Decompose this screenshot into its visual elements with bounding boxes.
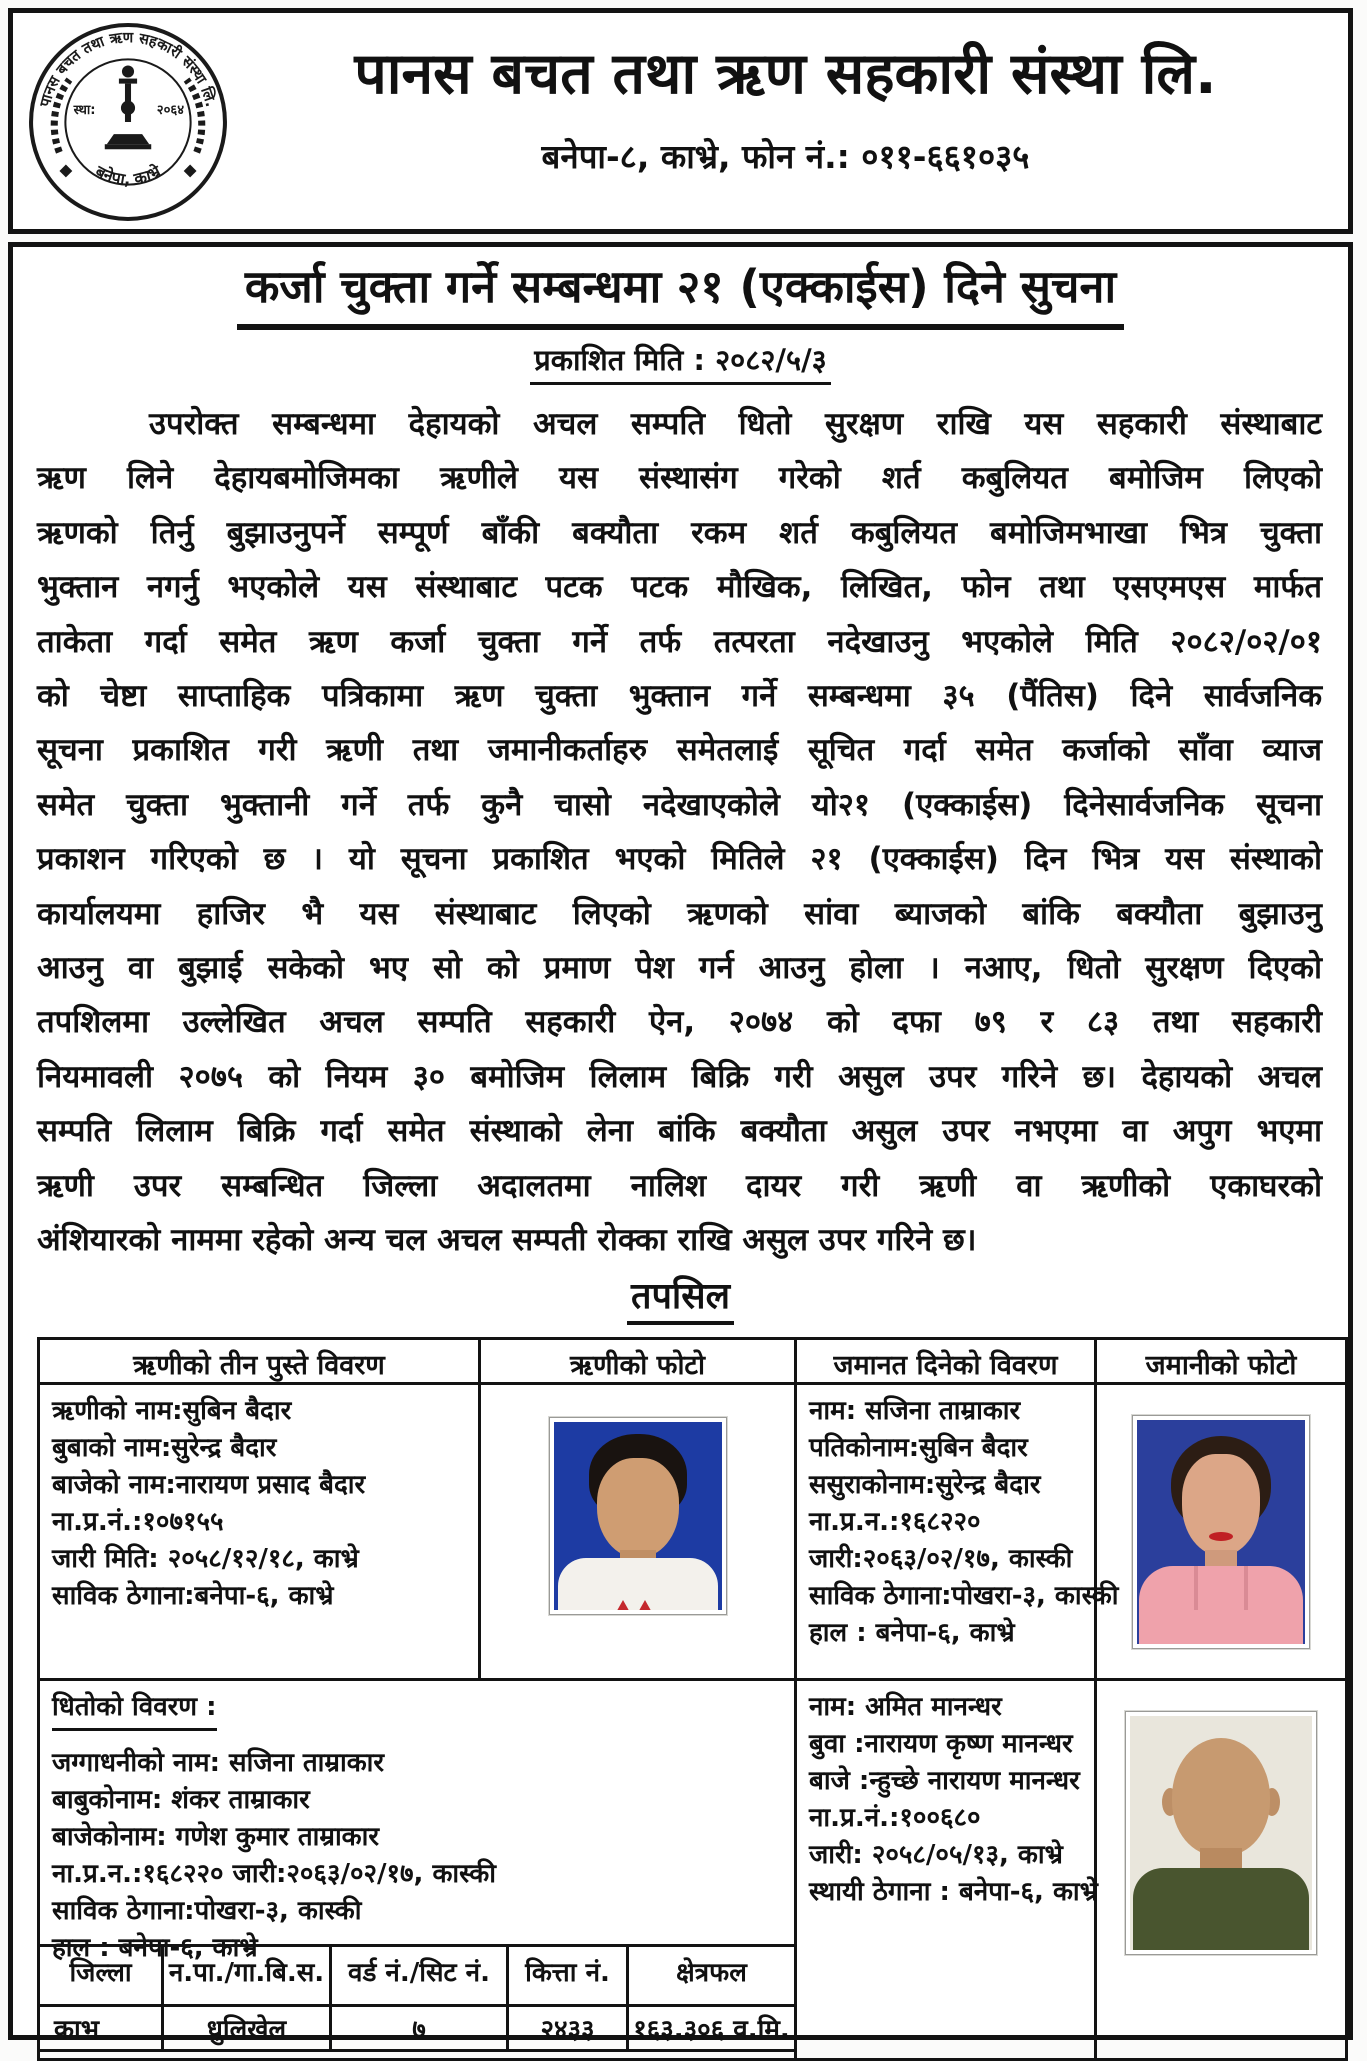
details-heading-text: तपसिल <box>627 1270 734 1325</box>
land-header-district: जिल्ला <box>40 1947 164 2007</box>
seal-established-year: २०६४ <box>156 102 185 118</box>
text-line: अंशियारको नाममा रहेको अन्य चल अचल सम्पती रोक्का राखि असुल उपर गरिने छ। <box>37 1222 977 1259</box>
text-line: बुबाको नाम:सुरेन्द्र बैदार <box>52 1432 277 1463</box>
text-line: नाम: अमित मानन्धर <box>809 1691 1002 1722</box>
org-seal <box>27 21 229 223</box>
text-line: ऋणको तिर्नु बुझाउनुपर्ने सम्पूर्ण बाँकी बक्यौता रकम शर्त कबुलियत बमोजिमभाखा भित्र चुक्ता <box>37 514 1322 551</box>
borrower-details <box>40 1385 478 1615</box>
text-line: जग्गाधनीको नाम: सजिना ताम्राकार <box>52 1747 385 1778</box>
land-header-plot: कित्ता नं. <box>509 1947 629 2007</box>
table-row <box>39 1383 1347 1679</box>
text-line: साविक ठेगाना:बनेपा-६, काभ्रे <box>52 1580 334 1611</box>
guarantor2-photo-cell <box>1096 1679 1347 2059</box>
guarantor2-photo <box>1125 1711 1317 1955</box>
text-line: ना.प्र.नं.:१००६८० <box>809 1802 981 1833</box>
guarantor1-photo-cell <box>1096 1383 1347 1679</box>
land-table <box>37 1944 797 2052</box>
guarantor1-details <box>797 1385 1119 1652</box>
header-guarantor-details: जमानत दिनेको विवरण <box>796 1338 1096 1383</box>
text-line: तपशिलमा उल्लेखित अचल सम्पति सहकारी ऐन, २०७४ को दफा ७९ र ८३ तथा सहकारी <box>37 1004 1322 1041</box>
text-line: आउनु वा बुझाई सकेको भए सो को प्रमाण पेश गर्न आउनु होला । नआए, धितो सुरक्षण दिएको <box>37 950 1322 987</box>
text-line: हाल : बनेपा-६, काभ्रे <box>52 1932 258 1963</box>
text-line: पतिकोनाम:सुबिन बैदार <box>809 1432 1028 1463</box>
text-line: नाम: सजिना ताम्राकार <box>809 1395 1021 1426</box>
text-line: ऋणी उपर सम्बन्धित जिल्ला अदालतमा नालिश दायर गरी ऋणी वा ऋणीको एकाघरको <box>37 1167 1322 1204</box>
photo-background <box>554 1422 722 1610</box>
text-line: हाल : बनेपा-६, काभ्रे <box>809 1617 1015 1648</box>
text-line: ना.प्र.न.:१६८२२० जारी:२०६३/०२/१७, कास्की <box>52 1858 496 1889</box>
text-line: कार्यालयमा हाजिर भै यस संस्थाबाट लिएको ऋणको सांवा ब्याजको बांकि बक्यौता बुझाउनु <box>37 895 1322 932</box>
guarantor2-details <box>797 1681 1098 1911</box>
land-value-municipality: धुलिखेल <box>164 2007 332 2049</box>
borrower-photo <box>549 1417 727 1615</box>
collateral-details <box>40 1681 794 1967</box>
text-line: बुवा :नारायण कृष्ण मानन्धर <box>809 1728 1073 1759</box>
published-date <box>13 340 1348 385</box>
guarantor1-photo <box>1132 1415 1310 1649</box>
text-line: साविक ठेगाना:पोखरा-३, कास्की <box>809 1580 1119 1611</box>
details-heading <box>13 1270 1348 1325</box>
text-line: बाजे :न्हुच्छे नारायण मानन्धर <box>809 1765 1080 1796</box>
org-seal-svg <box>27 21 229 223</box>
guarantor1-details-cell <box>796 1383 1119 1679</box>
text-line: ऋण लिने देहायबमोजिमका ऋणीले यस संस्थासंग गरेको शर्त कबुलियत बमोजिम लिएको <box>37 460 1322 497</box>
text-line: जारी:२०६३/०२/१७, कास्की <box>809 1543 1073 1574</box>
text-line: जारी: २०५८/०५/१३, काभ्रे <box>809 1839 1063 1870</box>
seal-established-label: स्था: <box>73 102 96 118</box>
notice-paragraph <box>37 397 1322 1268</box>
land-header-ward: वर्ड नं./सिट नं. <box>332 1947 509 2007</box>
photo-shirt <box>1133 1868 1309 1950</box>
org-address: बनेपा-८, काभ्रे, फोन नं.: ०११-६६१०३५ <box>541 137 1030 176</box>
seal-outer-ring <box>31 25 225 219</box>
photo-face <box>597 1458 679 1558</box>
notice-body <box>8 242 1353 2045</box>
text-line: सम्पति लिलाम बिक्रि गर्दा समेत संस्थाको लेना बांकि बक्यौता असुल उपर नभएमा वा अपुग भएमा <box>37 1113 1322 1150</box>
header-guarantor-photo: जमानीको फोटो <box>1096 1338 1347 1383</box>
shirt-emblem <box>636 1600 654 1610</box>
text-line: नियमावली २०७५ को नियम ३० बमोजिम लिलाम बिक्रि गरी असुल उपर गरिने छ। देहायको अचल <box>37 1058 1322 1095</box>
text-line: ससुराकोनाम:सुरेन्द्र बैदार <box>809 1469 1041 1500</box>
collateral-cell <box>39 1679 796 2059</box>
photo-shirt <box>558 1558 718 1610</box>
text-line: ना.प्र.न.:१६८२२० <box>809 1506 981 1537</box>
land-value-district: काभ <box>40 2007 164 2049</box>
photo-hood-strings <box>1194 1566 1248 1610</box>
text-line: जारी मिति: २०५८/१२/१८, काभ्रे <box>52 1543 359 1574</box>
land-value-plot: २४३३ <box>509 2007 629 2049</box>
text-line: बाजेको नाम:नारायण प्रसाद बैदार <box>52 1469 366 1500</box>
shirt-emblem <box>614 1600 632 1610</box>
photo-face <box>1172 1738 1270 1856</box>
header-text <box>238 19 1333 178</box>
photo-background <box>1137 1420 1305 1644</box>
land-header-area: क्षेत्रफल <box>629 1947 794 2007</box>
text-line: बाजेकोनाम: गणेश कुमार ताम्राकार <box>52 1821 380 1852</box>
text-line: बाबुकोनाम: शंकर ताम्राकार <box>52 1784 310 1815</box>
table-row <box>39 1679 1347 2059</box>
text-line: भुक्तान नगर्नु भएकोले यस संस्थाबाट पटक पटक मौखिक, लिखित, फोन तथा एसएमएस मार्फत <box>37 569 1322 606</box>
land-value-ward: ७ <box>332 2007 509 2049</box>
land-header-municipality: न.पा./गा.बि.स. <box>164 1947 332 2007</box>
seal-bottom-text: बनेपा, काभ्रे <box>92 161 164 189</box>
text-line: ना.प्र.नं.:१०७१५५ <box>52 1506 224 1537</box>
borrower-details-cell <box>39 1383 480 1679</box>
text-line: सूचना प्रकाशित गरी ऋणी तथा जमानीकर्ताहरु समेतलाई सूचित गर्दा समेत कर्जाको साँवा व्याज <box>37 732 1322 769</box>
notice-title <box>13 255 1348 330</box>
notice-title-text: कर्जा चुक्ता गर्ने सम्बन्धमा २१ (एक्काईस) दिने सुचना <box>237 255 1124 330</box>
header-borrower-details: ऋणीको तीन पुस्ते विवरण <box>39 1338 480 1383</box>
text-line: समेत चुक्ता भुक्तानी गर्ने तर्फ कुनै चासो नदेखाएकोले यो२१ (एक्काईस) दिनेसार्वजनिक सूचना <box>37 786 1322 823</box>
text-line: को चेष्टा साप्ताहिक पत्रिकामा ऋण चुक्ता भुक्तान गर्ने सम्बन्धमा ३५ (पैंतिस) दिने सार्वजनिक <box>37 678 1322 715</box>
text-line: साविक ठेगाना:पोखरा-३, कास्की <box>52 1895 362 1926</box>
details-table <box>37 1337 1348 2061</box>
header-borrower-photo: ऋणीको फोटो <box>480 1338 796 1383</box>
borrower-photo-cell <box>480 1383 796 1679</box>
text-line: उपरोक्त सम्बन्धमा देहायको अचल सम्पति धितो सुरक्षण राखि यस सहकारी संस्थाबाट <box>149 406 1322 442</box>
text-line: ऋणीको नाम:सुबिन बैदार <box>52 1395 292 1426</box>
guarantor2-details-cell <box>796 1679 1096 2059</box>
photo-background <box>1130 1716 1312 1950</box>
collateral-heading: धितोको विवरण : <box>52 1689 217 1731</box>
header <box>8 8 1353 234</box>
table-header-row <box>39 1338 1347 1383</box>
org-name: पानस बचत तथा ऋण सहकारी संस्था लि. <box>354 41 1217 107</box>
collateral-lines <box>52 1745 784 1967</box>
text-line: स्थायी ठेगाना : बनेपा-६, काभ्रे <box>809 1876 1098 1907</box>
text-line: प्रकाशन गरिएको छ । यो सूचना प्रकाशित भएको मितिले २१ (एक्काईस) दिन भित्र यस संस्थाको <box>37 841 1322 878</box>
seal-circular-text: पानस बचत तथा ऋण सहकारी संस्था लि. <box>36 29 220 109</box>
land-value-area: १६३.३०६ व.मि. <box>633 2014 790 2045</box>
photo-lips <box>1209 1532 1233 1541</box>
published-date-text: प्रकाशित मिति : २०८२/५/३ <box>530 340 831 385</box>
text-line: ताकेता गर्दा समेत ऋण कर्जा चुक्ता गर्ने तर्फ तत्परता नदेखाउनु भएकोले मिति २०८२/०२/०१ <box>37 623 1322 660</box>
